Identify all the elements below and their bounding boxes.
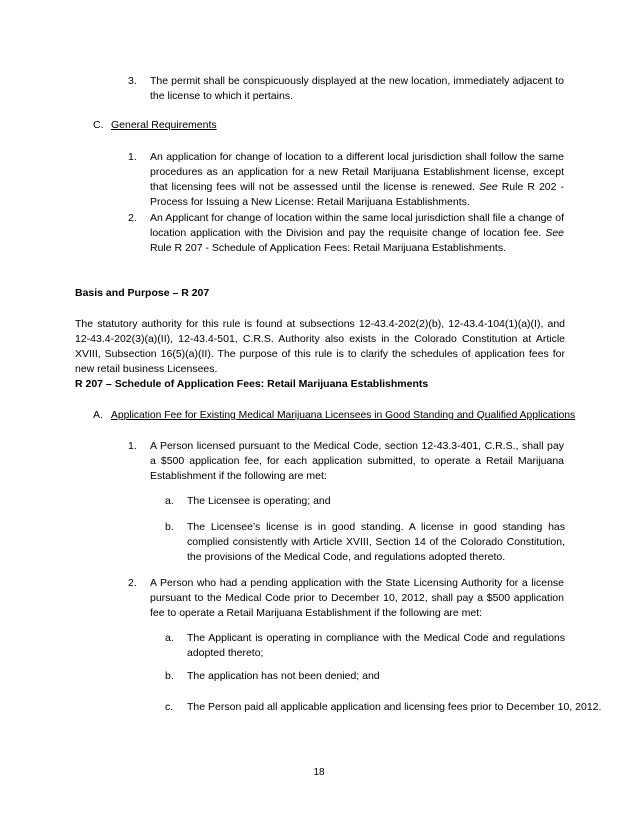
item-letter: c. (165, 701, 174, 713)
item-letter: b. (165, 670, 174, 682)
subsection-letter: A. (93, 409, 103, 421)
item-text-main: An application for change of location to a different local jurisdiction shall follow the same procedures as an application for a new Retail Marijuana Establishment license, except that licensing fees will not be assessed until the license is renewed. (150, 151, 564, 193)
item-text-tail: Rule R 207 - Schedule of Application Fees: Retail Marijuana Establishments. (150, 242, 507, 254)
item-letter: a. (165, 495, 174, 507)
section-title: General Requirements (111, 119, 217, 131)
sub-list-item (165, 669, 565, 684)
sub-list-item (165, 631, 565, 661)
item-text: The Applicant is operating in compliance with the Medical Code and regulations adopted thereto; (187, 632, 565, 659)
item-number: 2. (128, 577, 137, 589)
item-text: The Licensee’s license is in good standing. A license in good standing has complied consistently with Article XVIII, Section 14 of the Colorado Constitution, the provisions of the Medical Code, and regulations adopted thereto. (187, 521, 565, 563)
item-text: The application has not been denied; and (187, 670, 380, 682)
section-letter: C. (93, 119, 104, 131)
subsection-heading (93, 408, 576, 423)
sub-list-item (165, 700, 602, 715)
item-number: 1. (128, 151, 137, 163)
item-text (150, 211, 564, 256)
rule-heading: R 207 – Schedule of Application Fees: Retail Marijuana Establishments (75, 378, 429, 390)
sub-list-item (165, 494, 565, 509)
list-item (128, 150, 564, 210)
item-text-see: See (479, 181, 498, 193)
list-item (128, 576, 564, 621)
item-text: A Person who had a pending application with the State Licensing Authority for a license pursuant to the Medical Code prior to December 10, 2012, shall pay a $500 application fee to operate a Retail Marijuana Establishment if the following are met: (150, 577, 564, 619)
item-text: The Licensee is operating; and (187, 495, 331, 507)
item-text-main: An Applicant for change of location within the same local jurisdiction shall file a change of location application with the Division and pay the requisite change of location fee. (150, 212, 564, 239)
item-text-tail: Rule R 202 - Process for Issuing a New License: Retail Marijuana Establishments. (150, 181, 564, 208)
item-text: A Person licensed pursuant to the Medical Code, section 12-43.3-401, C.R.S., shall pay a $500 application fee, for each application submitted, to operate a Retail Marijuana Establishment if the following are met: (150, 440, 564, 482)
item-number: 3. (128, 75, 137, 87)
section-heading (93, 118, 563, 133)
basis-heading: Basis and Purpose – R 207 (75, 287, 210, 299)
item-number: 2. (128, 212, 137, 224)
item-letter: a. (165, 632, 174, 644)
list-item (128, 439, 564, 484)
item-text: The permit shall be conspicuously displayed at the new location, immediately adjacent to the license to which it pertains. (150, 75, 564, 102)
item-text (150, 150, 564, 210)
item-text: The Person paid all applicable application and licensing fees prior to December 10, 2012. (187, 701, 602, 713)
subsection-title: Application Fee for Existing Medical Marijuana Licensees in Good Standing and Qualified Applications (111, 410, 576, 421)
list-item (128, 211, 564, 256)
sub-list-item (165, 520, 565, 565)
basis-paragraph: The statutory authority for this rule is found at subsections 12-43.4-202(2)(b), 12-43.4-104(1)(a)(I), and 12-43.4-202(3)(a)(II), 12-43.4-501, C.R.S. Authority also exists in the Colorado Constitution at Article XVIII, Subsection 16(5)(a)(II). The purpose of this rule is to clarify the schedules of application fees for new retail business Licensees. (75, 318, 565, 375)
item-letter: b. (165, 521, 174, 533)
item-text-see: See (545, 227, 564, 239)
list-item (128, 74, 564, 104)
item-number: 1. (128, 440, 137, 452)
page-number: 18 (313, 767, 325, 778)
